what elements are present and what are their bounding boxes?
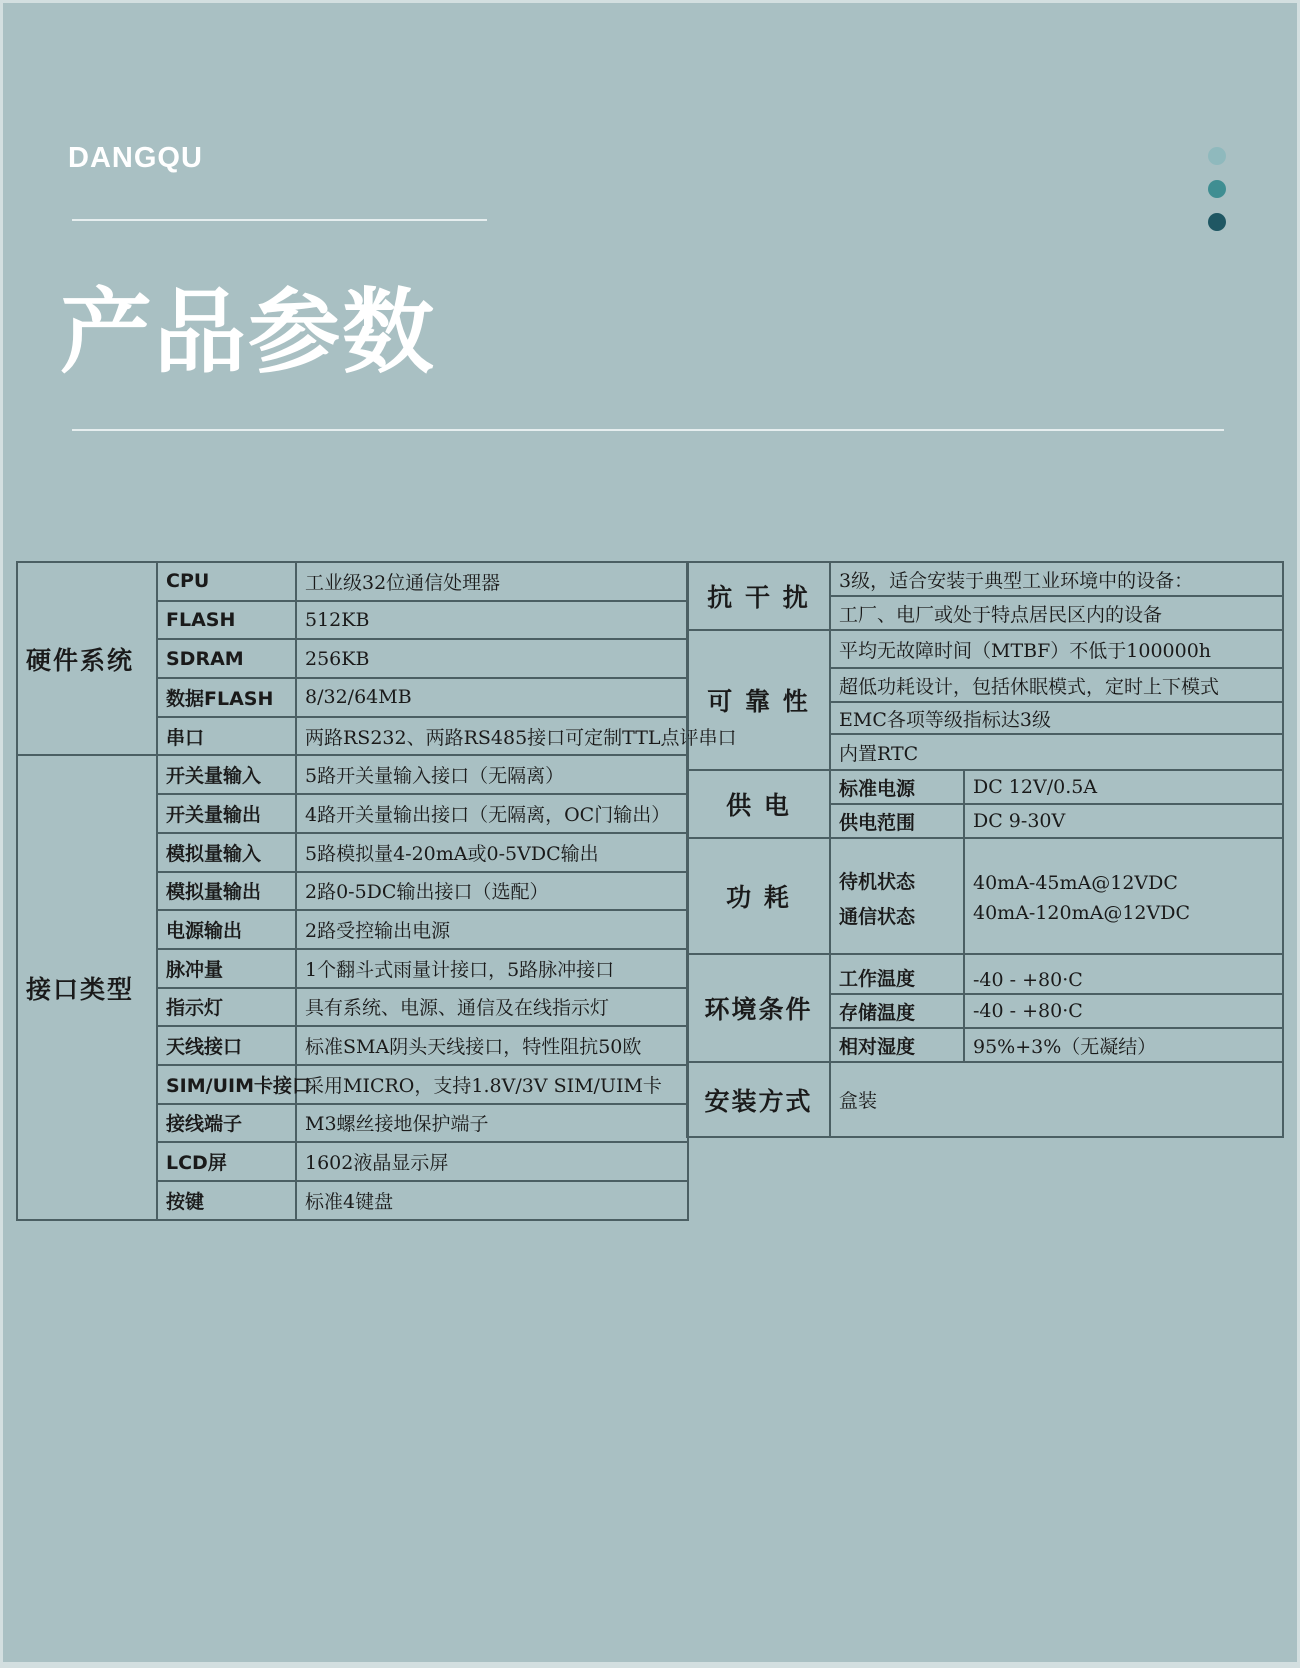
table-row [687, 954, 1283, 994]
table-row [687, 630, 1283, 668]
spec-label: LCD屏 [157, 1142, 296, 1181]
decor-dot-light [1208, 147, 1226, 165]
spec-value: 标准SMA阴头天线接口，特性阻抗50欧 [296, 1026, 688, 1065]
spec-label: 按键 [157, 1181, 296, 1220]
spec-value: 1602液晶显示屏 [296, 1142, 688, 1181]
spec-value: 平均无故障时间（MTBF）不低于100000h [830, 630, 1283, 668]
decor-dot-dark [1208, 213, 1226, 231]
spec-value: 95%+3%（无凝结） [964, 1028, 1283, 1062]
spec-value: 256KB [296, 639, 688, 678]
spec-label: 天线接口 [157, 1026, 296, 1065]
spec-value: 采用MICRO，支持1.8V/3V SIM/UIM卡 [296, 1065, 688, 1104]
spec-label: 数据FLASH [157, 678, 296, 717]
spec-value: 内置RTC [830, 734, 1283, 770]
spec-value: -40 - +80·C [964, 954, 1283, 994]
table-row [687, 838, 1283, 898]
page-title: 产品参数 [60, 279, 437, 386]
spec-value: -40 - +80·C [964, 994, 1283, 1028]
category-cell: 硬件系统 [17, 562, 157, 755]
spec-value: 8/32/64MB [296, 678, 688, 717]
table-row [17, 562, 688, 601]
category-cell: 环境条件 [687, 954, 830, 1062]
decor-dot-medium [1208, 180, 1226, 198]
category-cell: 功 耗 [687, 838, 830, 954]
category-cell: 抗 干 扰 [687, 562, 830, 630]
spec-label: 开关量输入 [157, 755, 296, 794]
spec-label: 模拟量输出 [157, 872, 296, 911]
spec-label: 存储温度 [830, 994, 964, 1028]
spec-label: 标准电源 [830, 770, 964, 804]
spec-value: 标准4键盘 [296, 1181, 688, 1220]
spec-value: 2路0-5DC输出接口（选配） [296, 872, 688, 911]
spec-label: 通信状态 [830, 898, 964, 954]
spec-value: 4路开关量输出接口（无隔离，OC门输出） [296, 794, 688, 833]
spec-label: 模拟量输入 [157, 833, 296, 872]
spec-label: 工作温度 [830, 954, 964, 994]
divider-long [72, 429, 1224, 431]
spec-value: 超低功耗设计，包括休眠模式，定时上下模式 [830, 668, 1283, 702]
spec-value: EMC各项等级指标达3级 [830, 702, 1283, 734]
spec-value: 工厂、电厂或处于特点居民区内的设备 [830, 596, 1283, 630]
table-row [687, 770, 1283, 804]
category-cell: 接口类型 [17, 755, 157, 1219]
table-row [17, 755, 688, 794]
spec-value: 1个翻斗式雨量计接口，5路脉冲接口 [296, 949, 688, 988]
spec-label: 脉冲量 [157, 949, 296, 988]
spec-label: 开关量输出 [157, 794, 296, 833]
spec-value: 5路模拟量4-20mA或0-5VDC输出 [296, 833, 688, 872]
spec-value: 512KB [296, 601, 688, 640]
spec-label: 相对湿度 [830, 1028, 964, 1062]
spec-label: 指示灯 [157, 988, 296, 1027]
spec-value: DC 9-30V [964, 804, 1283, 838]
brand-name: DANGQU [68, 142, 203, 174]
spec-value: 3级，适合安装于典型工业环境中的设备： [830, 562, 1283, 596]
spec-value: 40mA-120mA@12VDC [964, 898, 1283, 954]
left-spec-table [16, 561, 737, 1221]
table-row [687, 1062, 1283, 1137]
spec-label: CPU [157, 562, 296, 601]
spec-label: FLASH [157, 601, 296, 640]
category-cell: 安装方式 [687, 1062, 830, 1137]
spec-value: 工业级32位通信处理器 [296, 562, 688, 601]
spec-value: 两路RS232、两路RS485接口可定制TTL点评串口 [296, 717, 688, 756]
category-cell: 供 电 [687, 770, 830, 838]
spec-label: SIM/UIM卡接口 [157, 1065, 296, 1104]
divider-short [72, 219, 487, 221]
spec-label: 接线端子 [157, 1104, 296, 1143]
spec-label: 待机状态 [830, 838, 964, 898]
table-row [687, 562, 1283, 596]
category-cell: 可 靠 性 [687, 630, 830, 770]
spec-label: 供电范围 [830, 804, 964, 838]
spec-value: M3螺丝接地保护端子 [296, 1104, 688, 1143]
spec-value: 5路开关量输入接口（无隔离） [296, 755, 688, 794]
spec-label: 串口 [157, 717, 296, 756]
spec-value: DC 12V/0.5A [964, 770, 1283, 804]
right-spec-table [686, 561, 1284, 1138]
spec-value: 2路受控输出电源 [296, 910, 688, 949]
spec-value: 盒装 [830, 1062, 1283, 1137]
spec-label: 电源输出 [157, 910, 296, 949]
spec-value: 具有系统、电源、通信及在线指示灯 [296, 988, 688, 1027]
spec-label: SDRAM [157, 639, 296, 678]
spec-value: 40mA-45mA@12VDC [964, 838, 1283, 898]
